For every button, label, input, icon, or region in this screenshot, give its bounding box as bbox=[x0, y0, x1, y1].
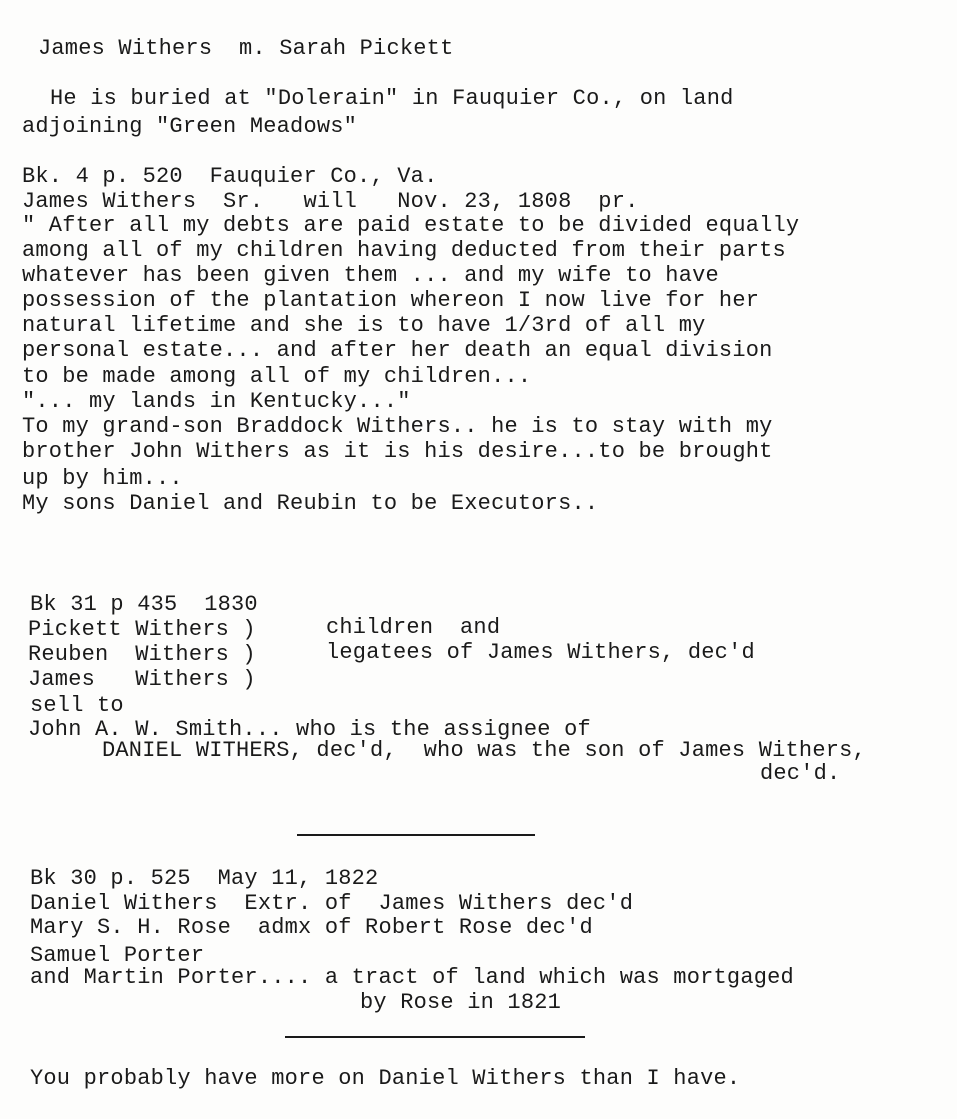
deed-1830-buyer: John A. W. Smith... who is the assignee of bbox=[28, 717, 591, 742]
will-line: "... my lands in Kentucky..." bbox=[22, 389, 411, 414]
will-line: among all of my children having deducted from their parts bbox=[22, 238, 786, 263]
deed-1830-decd: dec'd. bbox=[760, 761, 841, 786]
will-line: " After all my debts are paid estate to be divided equally bbox=[22, 213, 800, 238]
will-line: to be made among all of my children... bbox=[22, 364, 532, 389]
burial-line-1: He is buried at "Dolerain" in Fauquier Co., on land bbox=[50, 86, 734, 111]
deed-1830-sell-to: sell to bbox=[30, 693, 124, 718]
deed-1822-line: and Martin Porter.... a tract of land which was mortgaged bbox=[30, 965, 794, 990]
deed-1830-seller: James Withers ) bbox=[28, 667, 256, 692]
will-line: James Withers Sr. will Nov. 23, 1808 pr. bbox=[22, 189, 639, 214]
will-line: up by him... bbox=[22, 466, 183, 491]
marriage-heading: James Withers m. Sarah Pickett bbox=[38, 36, 454, 61]
deed-1822-line: Samuel Porter bbox=[30, 943, 205, 968]
will-line: My sons Daniel and Reubin to be Executors.. bbox=[22, 491, 599, 516]
deed-1822-line: Bk 30 p. 525 May 11, 1822 bbox=[30, 866, 379, 891]
deed-1830-reference: Bk 31 p 435 1830 bbox=[30, 592, 258, 617]
will-line: personal estate... and after her death an equal division bbox=[22, 338, 773, 363]
will-line: To my grand-son Braddock Withers.. he is to stay with my bbox=[22, 414, 773, 439]
separator-rule bbox=[285, 1036, 585, 1038]
will-line: Bk. 4 p. 520 Fauquier Co., Va. bbox=[22, 164, 438, 189]
deed-1830-seller: Pickett Withers ) bbox=[28, 617, 256, 642]
deed-1830-daniel: DANIEL WITHERS, dec'd, who was the son of James Withers, bbox=[102, 738, 866, 763]
deed-1830-relation: children and bbox=[326, 615, 501, 640]
closing-note: You probably have more on Daniel Withers than I have. bbox=[30, 1066, 741, 1091]
will-line: brother John Withers as it is his desire...to be brought bbox=[22, 439, 773, 464]
will-line: natural lifetime and she is to have 1/3rd of all my bbox=[22, 313, 706, 338]
deed-1822-line: Mary S. H. Rose admx of Robert Rose dec'd bbox=[30, 915, 593, 940]
deed-1822-last: by Rose in 1821 bbox=[360, 990, 562, 1015]
deed-1830-relation: legatees of James Withers, dec'd bbox=[326, 640, 755, 665]
separator-rule bbox=[297, 834, 535, 836]
will-line: whatever has been given them ... and my wife to have bbox=[22, 263, 719, 288]
deed-1830-seller: Reuben Withers ) bbox=[28, 642, 256, 667]
will-line: possession of the plantation whereon I now live for her bbox=[22, 288, 760, 313]
deed-1822-line: Daniel Withers Extr. of James Withers dec'd bbox=[30, 891, 634, 916]
burial-line-2: adjoining "Green Meadows" bbox=[22, 114, 358, 139]
